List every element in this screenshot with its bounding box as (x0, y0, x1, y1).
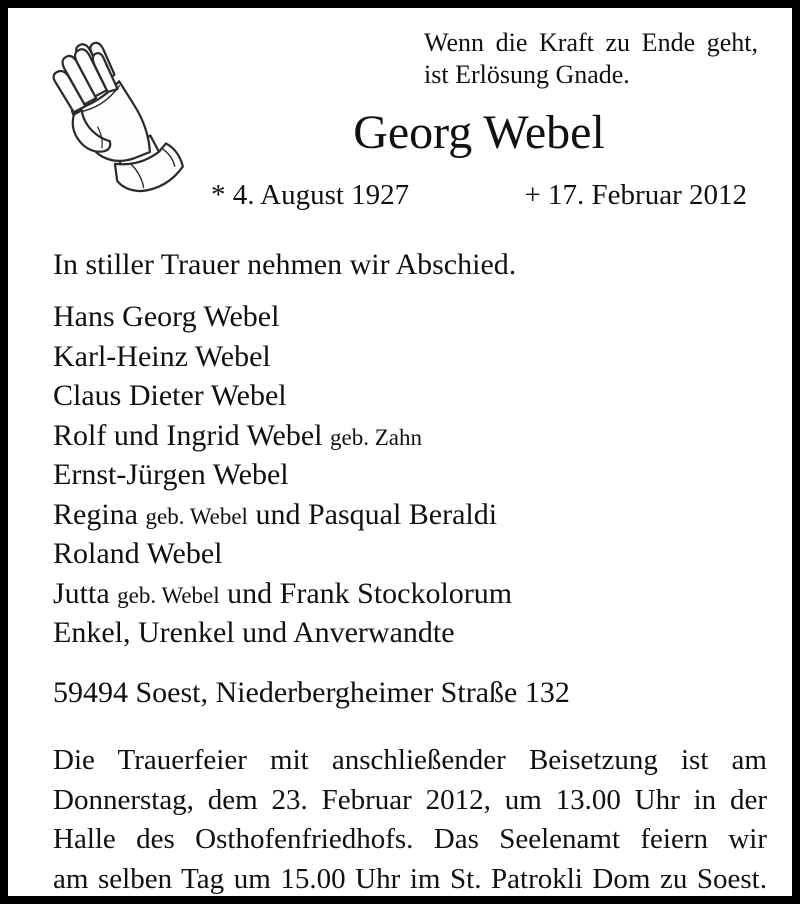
life-dates (211, 177, 747, 213)
mourner-row (53, 613, 512, 653)
epigraph-line-1: Wenn die Kraft zu Ende geht, (424, 28, 758, 57)
funeral-info (53, 741, 767, 899)
mourners-list (53, 297, 512, 653)
mourner-name: Hans Georg Webel (53, 300, 280, 333)
mourner-row (53, 376, 512, 416)
maiden-name: geb. Webel (145, 503, 248, 529)
epigraph (424, 27, 758, 91)
death-date: + 17. Februar 2012 (524, 179, 747, 211)
mourner-name: Jutta (53, 576, 110, 610)
mourner-name: und Frank Stockolorum (227, 576, 513, 610)
mourner-row (53, 416, 512, 456)
funeral-info-line: am selben Tag um 15.00 Uhr im St. Patrokli Dom zu Soest. (53, 862, 767, 895)
funeral-info-line: Donnerstag, dem 23. Februar 2012, um 13.00 Uhr in der (53, 783, 767, 816)
mourner-name: und Pasqual Beraldi (255, 497, 498, 531)
deceased-name: Georg Webel (353, 106, 605, 159)
funeral-info-line: Halle des Osthofenfriedhofs. Das Seelenamt feiern wir (53, 823, 767, 856)
praying-hands-icon (51, 30, 193, 210)
mourner-name: Rolf und Ingrid Webel (53, 418, 323, 452)
address-line: 59494 Soest, Niederbergheimer Straße 132 (53, 676, 570, 709)
birth-date: * 4. August 1927 (211, 179, 410, 211)
mourner-name: Regina (53, 497, 138, 531)
intro-line: In stiller Trauer nehmen wir Abschied. (53, 248, 517, 281)
mourner-name: Ernst-Jürgen Webel (53, 458, 289, 491)
mourner-name: Enkel, Urenkel und Anverwandte (53, 616, 455, 649)
mourner-row (53, 337, 512, 377)
mourner-row (53, 534, 512, 574)
mourner-row (53, 297, 512, 337)
mourner-row (53, 495, 512, 535)
epigraph-line-2: ist Erlösung Gnade. (424, 60, 630, 89)
mourner-name: Claus Dieter Webel (53, 379, 287, 412)
maiden-name: geb. Webel (117, 582, 220, 608)
mourner-name: Roland Webel (53, 537, 223, 570)
mourner-row (53, 455, 512, 495)
mourner-name: Karl-Heinz Webel (53, 339, 271, 373)
mourner-row (53, 574, 512, 614)
maiden-name: geb. Zahn (330, 424, 422, 450)
funeral-info-line: Die Trauerfeier mit anschließender Beisetzung ist am (53, 744, 767, 776)
